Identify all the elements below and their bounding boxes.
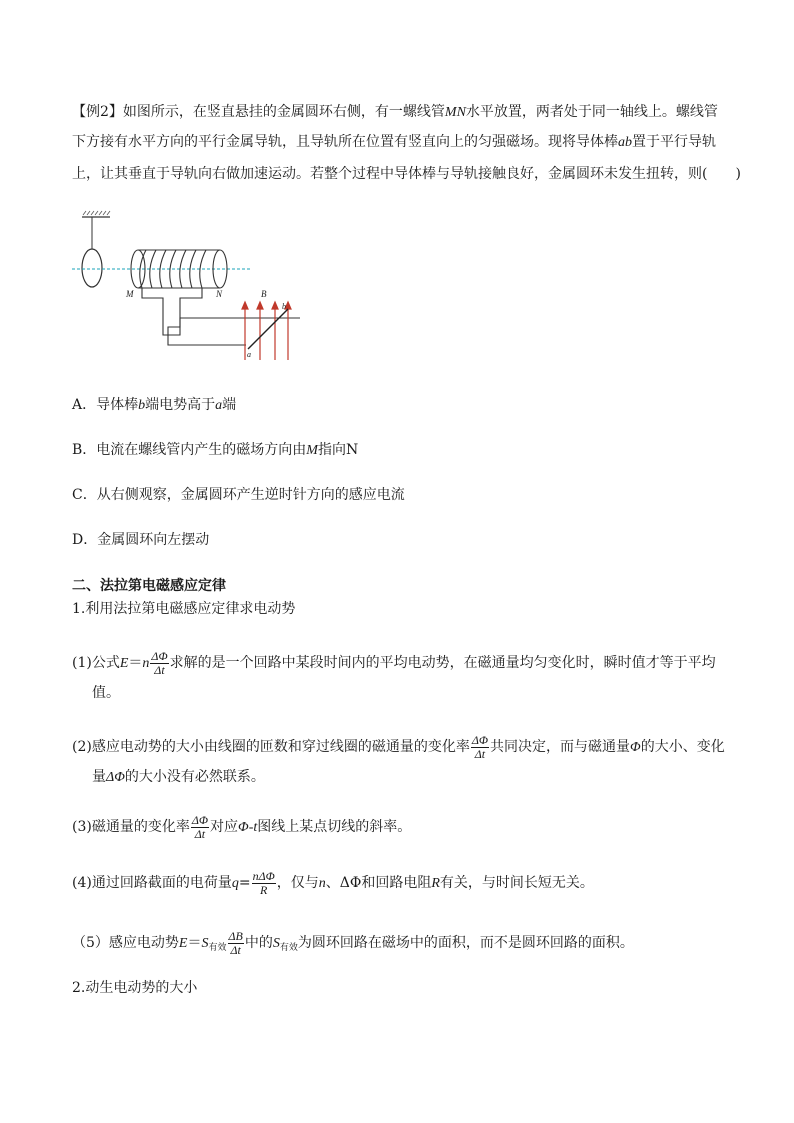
section-heading: 二、法拉第电磁感应定律 (72, 578, 226, 594)
example-line-2: 下方接有水平方向的平行金属导轨，且导轨所在位置有竖直向上的匀强磁场。现将导体棒ab置于平行导轨 (72, 134, 716, 150)
label-B: B (261, 289, 267, 299)
subsection-1: 1.利用法拉第电磁感应定律求电动势 (72, 601, 296, 617)
label-b: b (282, 302, 286, 311)
metal-ring (82, 249, 102, 287)
label-N: N (216, 289, 223, 299)
fraction-db-dt: $\frac{\Delta B}{\Delta t}$ (228, 928, 243, 957)
option-c: C．从右侧观察，金属圆环产生逆时针方向的感应电流 (72, 487, 405, 503)
subsection-2: 2.动生电动势的大小 (72, 980, 198, 996)
option-a: A．导体棒b端电势高于a端 (72, 397, 237, 413)
example-tag: 【例2】 (72, 104, 123, 120)
label-a: a (247, 350, 251, 359)
label-M: M (126, 289, 134, 299)
item-3: (3)磁通量的变化率 $\frac{\Delta\Phi}{\Delta t}$ 对应Φ-t图线上某点切线的斜率。 (72, 812, 412, 841)
fraction-dphi-dt: $\frac{\Delta\Phi}{\Delta t}$ (151, 648, 168, 677)
item-5: （5）感应电动势$E=S_{有效}$ $\frac{\Delta B}{\Delta t}$ 中的$S_{有效}$为圆环回路在磁场中的面积，而不是圆环回路的面积。 (72, 928, 634, 957)
solenoid-rail-diagram (70, 205, 310, 365)
fraction-dphi-dt: $\frac{\Delta\Phi}{\Delta t}$ (471, 732, 489, 761)
option-d: D．金属圆环向左摆动 (72, 532, 210, 548)
example-line-1: 【例2】如图所示，在竖直悬挂的金属圆环右侧，有一螺线管MN水平放置，两者处于同一轴线上。螺线管 (72, 104, 718, 120)
item-1: (1)公式E＝n $\frac{\Delta\Phi}{\Delta t}$ 求解的是一个回路中某段时间内的平均电动势，在磁通量均匀变化时，瞬时值才等于平均 (72, 648, 716, 677)
fraction-n-dphi-r: $\frac{\text{nΔΦ}}{R}$ (252, 868, 275, 897)
conductor-rod (248, 309, 288, 349)
item-4: (4)通过回路截面的电荷量q= $\frac{\text{nΔΦ}}{R}$ ，仅与n、ΔΦ和回路电阻R有关，与时间长短无关。 (72, 868, 594, 897)
item-2-cont: 量ΔΦ的大小没有必然联系。 (92, 769, 265, 785)
fraction-dphi-dt: $\frac{\Delta\Phi}{\Delta t}$ (191, 812, 209, 841)
item-1-cont: 值。 (92, 685, 120, 701)
option-b: B．电流在螺线管内产生的磁场方向由M指向N (72, 442, 359, 458)
item-2: (2)感应电动势的大小由线圈的匝数和穿过线圈的磁通量的变化率 $\frac{\Delta\Phi}{\Delta t}$ 共同决定，而与磁通量Φ的大小、变化 (72, 732, 725, 761)
example-line-3: 上，让其垂直于导轨向右做加速运动。若整个过程中导体棒与导轨接触良好，金属圆环未发生扭转，则( ) (72, 166, 741, 182)
